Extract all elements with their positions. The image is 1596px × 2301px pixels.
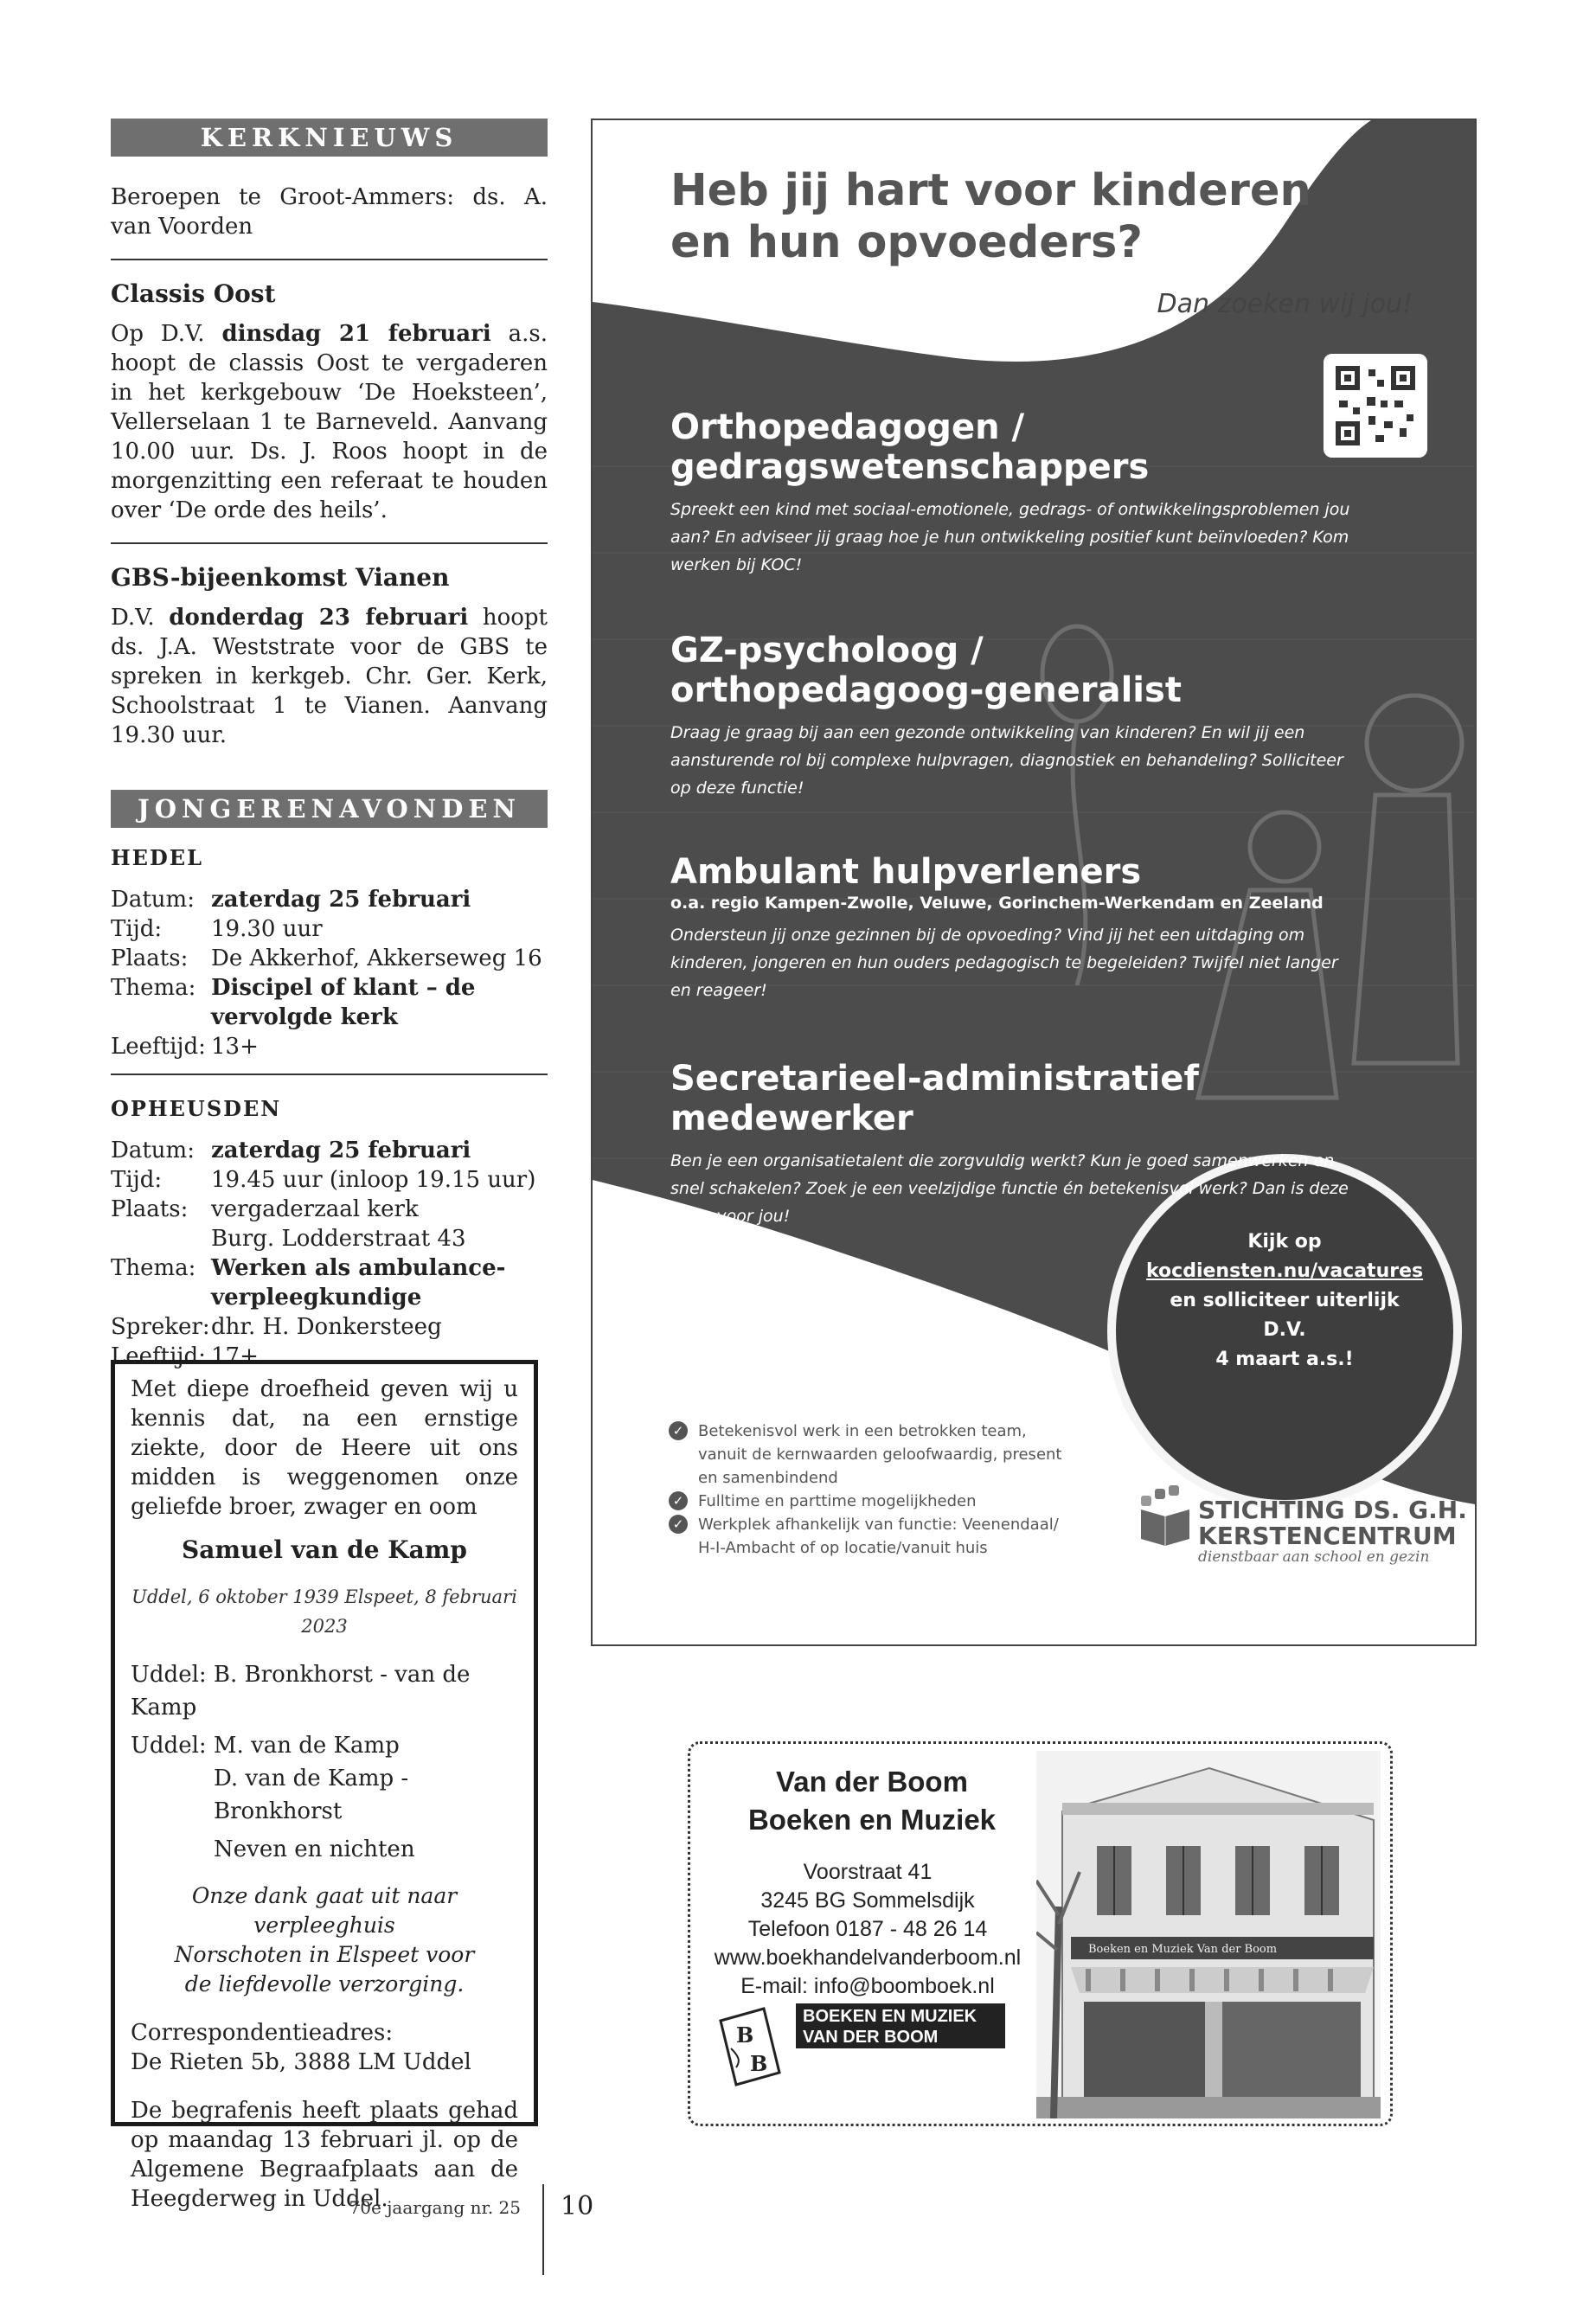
footer-divider xyxy=(542,2184,544,2275)
left-column xyxy=(111,119,548,1371)
hedel-details: Datum: zaterdag 25 februari Tijd: 19.30 uur Plaats: De Akkerhof, Akkerseweg 16 Thema: Discipel of klant – de vervolgde kerk Leeftijd: 13+ xyxy=(111,887,542,1060)
music-book-logo-icon xyxy=(712,2003,785,2090)
shop-contact: Voorstraat 41 3245 BG Sommelsdijk Telefoon 0187 - 48 26 14 www.boekhandelvanderboom.nl E-mail: info@boomboek.nl xyxy=(703,1858,1032,2001)
svg-text:Boeken en Muziek Van der Boom: Boeken en Muziek Van der Boom xyxy=(1088,1943,1278,1956)
obituary-dates: Uddel, 6 oktober 1939 Elspeet, 8 februari 2023 xyxy=(131,1586,517,1637)
gbs-title: GBS-bijeenkomst Vianen xyxy=(111,563,450,592)
shop-email[interactable]: E-mail: info@boomboek.nl xyxy=(740,1974,995,1998)
koc-job-ad xyxy=(591,119,1477,1646)
obituary-family: Uddel: B. Bronkhorst - van de Kamp Uddel: M. van de Kamp D. van de Kamp - Bronkhorst Neven en nichten xyxy=(131,1662,471,1862)
obituary-name: Samuel van de Kamp xyxy=(182,1535,467,1564)
job-gz-psycholoog: GZ-psycholoog / orthopedagoog-generalist Draag je graag bij aan een gezonde ontwikkeling van kinderen? En wil jij een aansturende rol bij complexe hulpvragen, diagnostiek en behandeling? Solliciteer op deze functie! xyxy=(670,631,1343,798)
kerknieuws-header: KERKNIEUWS xyxy=(111,119,548,157)
svg-text:B: B xyxy=(736,2022,754,2048)
check-icon: ✓ xyxy=(669,1491,688,1510)
obituary-funeral: De begrafenis heeft plaats gehad op maandag 13 februari jl. op de Algemene Begraafplaats aan de Heegderweg in Uddel. xyxy=(131,2098,518,2212)
gbs-body: D.V. donderdag 23 februari hoopt ds. J.A. Weststrate voor de GBS te spreken in kerkgeb. Chr. Ger. Kerk, Schoolstraat 1 te Vianen. Aanvang 19.30 uur. xyxy=(111,605,548,748)
kerstencentrum-tagline: dienstbaar aan school en gezin xyxy=(1198,1548,1430,1566)
divider xyxy=(111,259,548,260)
divider xyxy=(111,542,548,544)
opheusden-details: Datum: zaterdag 25 februari Tijd: 19.45 uur (inloop 19.15 uur) Plaats: vergaderzaal kerk Burg. Lodderstraat 43 Thema: Werken als ambulance- verpleegkundige Spreker: dhr. H. Donkersteeg Leeftijd: 17+ xyxy=(111,1138,536,1369)
opheusden-title: OPHEUSDEN xyxy=(111,1096,282,1121)
obituary-intro: Met diepe droefheid geven wij u kennis dat, na een ernstige ziekte, door de Heere uit ons midden is weggenomen onze geliefde broer, zwager en oom xyxy=(131,1376,518,1520)
jongeren-header: JONGERENAVONDEN xyxy=(111,790,548,828)
obituary-thanks: Onze dank gaat uit naar verpleeghuis Norschoten in Elspeet voor de liefdevolle verzorging. xyxy=(174,1883,475,1997)
job-ambulant: Ambulant hulpverleners o.a. regio Kampen-Zwolle, Veluwe, Gorinchem-Werkendam en Zeeland Ondersteun jij onze gezinnen bij de opvoeding? Vind jij het een uitdaging om kinderen, jongeren en hun ouders pedagogisch te begeleiden? Twijfel niet langer en reageer! xyxy=(670,852,1338,1000)
kerknieuws-intro: Beroepen te Groot-Ammers: ds. A. van Voorden xyxy=(111,184,548,240)
vacatures-link[interactable]: kocdiensten.nu/vacatures xyxy=(1146,1260,1424,1282)
classis-body: Op D.V. dinsdag 21 februari a.s. hoopt de classis Oost te vergaderen in het kerkgebouw ‘De Hoeksteen’, Vellerselaan 1 te Barneveld. Aanvang 10.00 uur. Ds. J. Roos hoopt in de morgenzitting een referaat te houden over ‘De orde des heils’. xyxy=(111,321,548,523)
shop-title: Van der Boom Boeken en Muziek xyxy=(747,1766,997,1836)
classis-title: Classis Oost xyxy=(111,279,276,308)
shop-logo-box: BOEKEN EN MUZIEK VAN DER BOOM xyxy=(796,2003,1005,2048)
ad-headline: Heb jij hart voor kinderen en hun opvoeders? xyxy=(670,165,1311,268)
bookshop-ad xyxy=(688,1741,1393,2126)
kerstencentrum-logo: STICHTING DS. G.H. KERSTENCENTRUM xyxy=(1198,1496,1467,1550)
page-number: 10 xyxy=(561,2191,594,2221)
shop-photo xyxy=(1036,1751,1381,2118)
issue-info: 70e jaargang nr. 25 xyxy=(349,2197,521,2218)
check-icon: ✓ xyxy=(669,1515,688,1534)
kerstencentrum-logo-icon xyxy=(1139,1485,1193,1546)
hedel-title: HEDEL xyxy=(111,845,203,870)
ad-benefits: ✓ Betekenisvol werk in een betrokken team, vanuit de kernwaarden geloofwaardig, present en samenbindend ✓ Fulltime en parttime mogelijkheden ✓ Werkplek afhankelijk van functie: Veenendaal/ H-I-Ambacht of op locatie/vanuit huis xyxy=(669,1420,1061,1560)
check-icon: ✓ xyxy=(669,1421,688,1440)
ad-subheadline: Dan zoeken wij jou! xyxy=(1157,289,1413,319)
ad-cta: Kijk op kocdiensten.nu/vacatures en solliciteer uiterlijk D.V. 4 maart a.s.! xyxy=(1146,1231,1424,1370)
shop-website[interactable]: www.boekhandelvanderboom.nl xyxy=(714,1945,1022,1970)
obituary-correspondence: Correspondentieadres: De Rieten 5b, 3888 LM Uddel xyxy=(131,2020,471,2075)
job-secretarieel: Secretarieel-administratief medewerker Ben je een organisatietalent die zorgvuldig werkt? Kun je goed samenwerken en snel schakelen? Zoek je een veelzijdige functie én betekenisvol werk? Dan is deze baan voor jou! xyxy=(670,1059,1349,1226)
job-orthopedagogen: Orthopedagogen / gedragswetenschappers Spreekt een kind met sociaal-emotionele, gedrags- of ontwikkelingsproblemen jou aan? En adviseer jij graag hoe je hun ontwikkeling positief kunt beïnvloeden? Kom werken bij KOC! xyxy=(670,407,1350,574)
divider xyxy=(111,1074,548,1075)
svg-text:B: B xyxy=(750,2051,768,2076)
